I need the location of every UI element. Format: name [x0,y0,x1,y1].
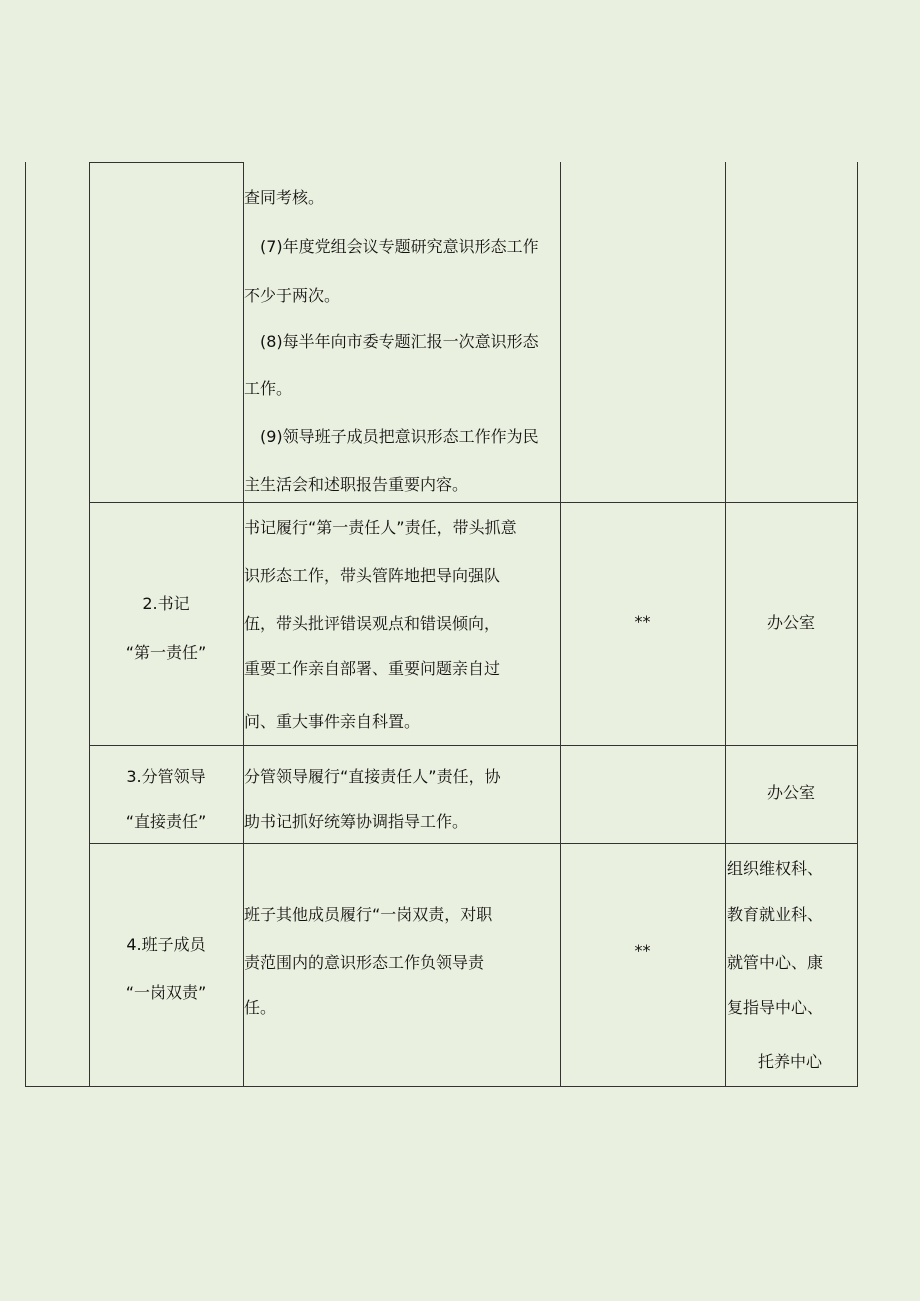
responsible-dept-line: 教育就业科、 [727,905,824,924]
content-line: (9)领导班子成员把意识形态工作作为民 [260,427,539,446]
row-border-2 [89,745,858,746]
content-line: 班子其他成员履行“一岗双责，对职 [244,905,493,924]
responsible-dept: 办公室 [766,613,815,632]
responsible-dept-line: 复指导中心、 [727,998,824,1017]
item-subtitle: “直接责任” [125,812,207,831]
row-border-1 [89,502,858,503]
content-line: 不少于两次。 [244,286,341,305]
content-line: (8)每半年向市委专题汇报一次意识形态 [260,332,539,351]
item-subtitle: “一岗双责” [125,983,207,1002]
item-title: 4.班子成员 [126,935,206,954]
content-line: 书记履行“第一责任人”责任，带头抓意 [244,518,517,537]
content-line: 工作。 [244,379,293,398]
responsible-leader: ** [634,612,651,631]
content-line: 伍，带头批评错误观点和错误倾向， [244,614,501,633]
row-border-3 [89,843,858,844]
content-line: 任。 [244,998,277,1017]
table-border-right [857,162,858,1087]
content-line: (7)年度党组会议专题研究意识形态工作 [260,237,539,256]
content-line: 查同考核。 [244,188,325,207]
content-line: 识形态工作，带头管阵地把导向强队 [244,566,501,585]
table-border-bottom [25,1086,858,1087]
responsible-dept-line: 托养中心 [758,1052,823,1071]
content-line: 问、重大事件亲自科置。 [244,712,421,731]
row-border-top-item-col [89,162,243,163]
content-line: 重要工作亲自部署、重要问题亲自过 [244,659,501,678]
item-subtitle: “第一责任” [125,643,207,662]
content-line: 责范围内的意识形态工作负领导责 [244,953,485,972]
content-line: 分管领导履行“直接责任人”责任，协 [244,767,501,786]
table-border-left [25,162,26,1087]
content-line: 助书记抓好统筹协调指导工作。 [244,812,469,831]
responsible-dept: 办公室 [766,783,815,802]
responsible-dept-line: 就管中心、康 [727,953,824,972]
responsible-leader: ** [634,941,651,960]
item-title: 3.分管领导 [126,767,206,786]
item-title: 2.书记 [142,594,190,613]
responsible-dept-line: 组织维权科、 [727,859,824,878]
content-line: 主生活会和述职报告重要内容。 [244,475,469,494]
